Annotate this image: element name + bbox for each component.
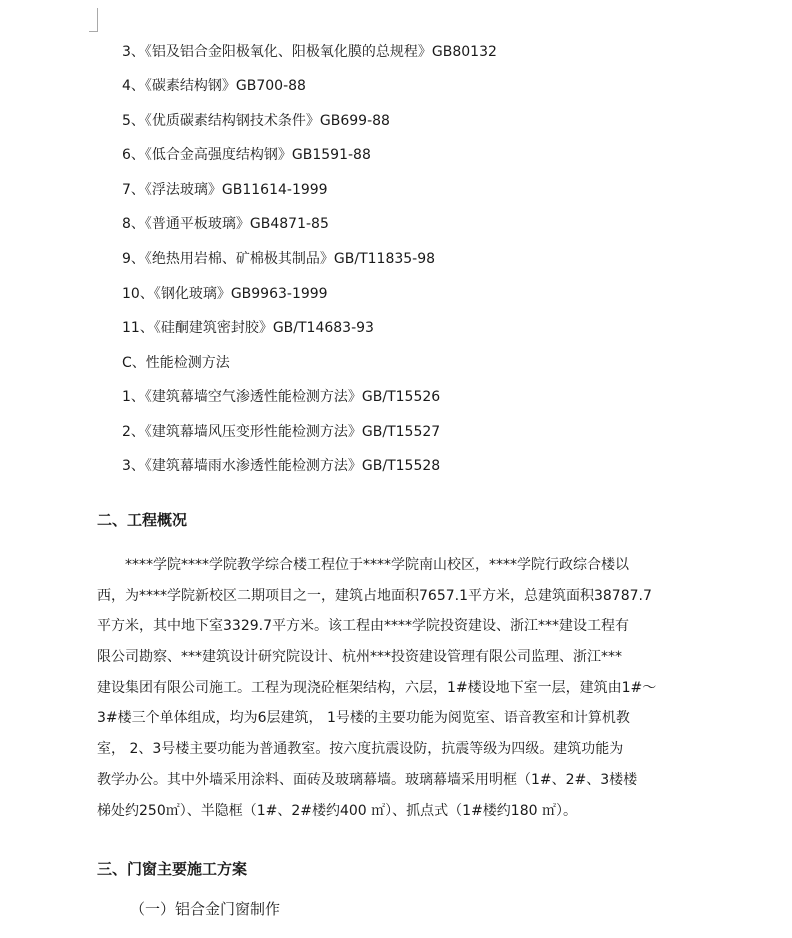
overview-line: ****学院****学院教学综合楼工程位于****学院南山校区，****学院行政综合楼以 [125, 557, 629, 573]
subsection-heading: （一）铝合金门窗制作 [130, 900, 281, 918]
overview-line: 教学办公。其中外墙采用涂料、面砖及玻璃幕墙。玻璃幕墙采用明框（1#、2#、3楼楼 [97, 771, 638, 788]
overview-line: 西，为****学院新校区二期项目之一，建筑占地面积7657.1平方米，总建筑面积38787.7 [97, 587, 652, 604]
standard-item: 11、《硅酮建筑密封胶》GB/T14683-93 [122, 320, 374, 336]
section-c-title: C、性能检测方法 [122, 355, 230, 371]
standard-item: 7、《浮法玻璃》GB11614-1999 [122, 182, 328, 198]
overview-line: 室， 2、3号楼主要功能为普通教室。按六度抗震设防，抗震等级为四级。建筑功能为 [97, 741, 624, 758]
overview-line: 梯处约250㎡）、半隐框（1#、2#楼约400 ㎡）、抓点式（1#楼约180 ㎡）。 [97, 802, 577, 819]
standard-item: 6、《低合金高强度结构钢》GB1591-88 [122, 147, 371, 163]
standard-item: 2、《建筑幕墙风压变形性能检测方法》GB/T15527 [122, 424, 441, 440]
overview-paragraph [97, 550, 697, 826]
standard-item: 3、《铝及铝合金阳极氧化、阳极氧化膜的总规程》GB80132 [122, 44, 497, 60]
section-heading-windows: 三、门窗主要施工方案 [97, 860, 248, 878]
standard-item: 4、《碳素结构钢》GB700-88 [122, 78, 306, 94]
standard-item: 8、《普通平板玻璃》GB4871-85 [122, 216, 329, 232]
standard-item: 5、《优质碳素结构钢技术条件》GB699-88 [122, 113, 390, 129]
overview-line: 平方米，其中地下室3329.7平方米。该工程由****学院投资建设、浙江***建设工程有 [97, 618, 629, 635]
overview-line: 限公司勘察、***建筑设计研究院设计、杭州***投资建设管理有限公司监理、浙江*** [97, 649, 622, 666]
standard-item: 1、《建筑幕墙空气渗透性能检测方法》GB/T15526 [122, 389, 441, 405]
overview-line: 3#楼三个单体组成，均为6层建筑， 1号楼的主要功能为阅览室、语音教室和计算机教 [97, 710, 630, 727]
standard-item: 3、《建筑幕墙雨水渗透性能检测方法》GB/T15528 [122, 458, 441, 474]
page-corner-mark [97, 8, 98, 31]
overview-line: 建设集团有限公司施工。工程为现浇砼框架结构，六层，1#楼设地下室一层，建筑由1#～ [97, 679, 657, 696]
standard-item: 10、《钢化玻璃》GB9963-1999 [122, 286, 328, 302]
section-heading-overview: 二、工程概况 [97, 511, 188, 529]
standard-item: 9、《绝热用岩棉、矿棉极其制品》GB/T11835-98 [122, 251, 436, 267]
